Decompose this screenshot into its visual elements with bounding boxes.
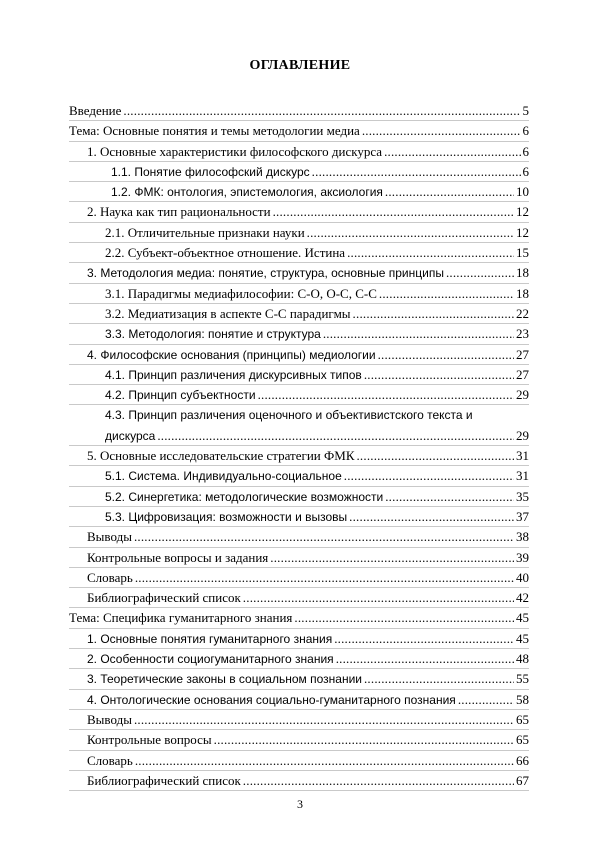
toc-entry-page: 45: [516, 610, 529, 626]
toc-dot-leader: [446, 263, 514, 283]
toc-entry-page: 42: [516, 590, 529, 606]
toc-entry[interactable]: [69, 649, 529, 669]
toc-entry-page: 35: [516, 488, 529, 504]
toc-entry-page: 65: [516, 732, 529, 748]
toc-entry-title: 2.2. Субъект-объектное отношение. Истина: [105, 245, 346, 261]
toc-entry[interactable]: [69, 385, 529, 405]
toc-entry-title: 2. Наука как тип рациональности: [87, 204, 271, 220]
toc-entry-page: 23: [516, 326, 529, 342]
toc-dot-leader: [385, 487, 514, 507]
toc-dot-leader: [258, 385, 514, 405]
toc-entry-page: 40: [516, 569, 529, 585]
toc-dot-leader: [307, 223, 514, 243]
toc-entry-page: 39: [516, 549, 529, 565]
toc-entry[interactable]: [69, 730, 529, 750]
toc-entry-page: 10: [516, 184, 529, 200]
toc-entry-title: 4.2. Принцип субъектности: [105, 388, 256, 403]
toc-dot-leader: [364, 669, 514, 689]
toc-entry[interactable]: [69, 202, 529, 222]
toc-entry[interactable]: [69, 263, 529, 283]
toc-dot-leader: [334, 629, 514, 649]
toc-entry-page: 55: [516, 671, 529, 687]
toc-entry-title: 5. Основные исследовательские стратегии ФМК: [87, 448, 355, 464]
toc-entry-title: Библиографический список: [87, 772, 241, 788]
toc-entry[interactable]: [69, 690, 529, 710]
toc-entry[interactable]: [69, 751, 529, 771]
toc-entry-page: 37: [516, 508, 529, 524]
toc-entry[interactable]: [69, 487, 529, 507]
toc-entry-title: Выводы: [87, 711, 132, 727]
toc-dot-leader: [378, 345, 514, 365]
toc-entry-title: 5.2. Синергетика: методологические возможности: [105, 489, 384, 504]
toc-entry-page: 29: [516, 427, 529, 443]
toc-entry[interactable]: [69, 304, 529, 324]
toc-dot-leader: [134, 527, 514, 547]
toc-entry-title: 5.3. Цифровизация: возможности и вызовы: [105, 509, 348, 524]
toc-entry[interactable]: [69, 426, 529, 446]
toc-entry[interactable]: [69, 771, 529, 791]
toc-dot-leader: [270, 548, 514, 568]
toc-entry-title: 2.1. Отличительные признаки науки: [105, 224, 305, 240]
toc-entry-title: 5.1. Система. Индивидуально-социальное: [105, 469, 342, 484]
toc-dot-leader: [323, 324, 514, 344]
toc-dot-leader: [379, 284, 514, 304]
toc-entry[interactable]: [69, 405, 529, 425]
toc-dot-leader: [384, 142, 520, 162]
toc-dot-leader: [123, 101, 520, 121]
toc-entry[interactable]: [69, 345, 529, 365]
toc-dot-leader: [157, 426, 514, 446]
toc-entry[interactable]: [69, 446, 529, 466]
toc-entry[interactable]: [69, 710, 529, 730]
toc-entry[interactable]: [69, 121, 529, 141]
toc-entry-title: 3.1. Парадигмы медиафилософии: С-О, О-С, С-С: [105, 285, 377, 301]
toc-entry-title: Введение: [69, 103, 122, 118]
toc-entry[interactable]: [69, 548, 529, 568]
toc-entry-title: 3. Методология медиа: понятие, структура, основные принципы: [87, 266, 444, 281]
toc-dot-leader: [356, 446, 514, 466]
toc-entry-page: 29: [516, 387, 529, 403]
toc-entry-page: 31: [516, 468, 529, 484]
toc-dot-leader: [362, 121, 521, 141]
toc-entry-page: 6: [522, 143, 529, 159]
toc-entry-title: 4. Онтологические основания социально-гуманитарного познания: [87, 692, 456, 707]
toc-entry-page: 31: [516, 448, 529, 464]
toc-entry[interactable]: [69, 568, 529, 588]
toc-entry-page: 67: [516, 772, 529, 788]
toc-entry-title: 4. Философские основания (принципы) медиологии: [87, 347, 376, 362]
toc-dot-leader: [134, 710, 514, 730]
toc-entry-page: 12: [516, 224, 529, 240]
table-of-contents: [69, 101, 529, 791]
toc-entry-page: 22: [516, 305, 529, 321]
toc-entry-title: Библиографический список: [87, 590, 241, 606]
toc-entry-title: Тема: Основные понятия и темы методологии медиа: [69, 123, 360, 139]
toc-entry[interactable]: [69, 284, 529, 304]
toc-entry[interactable]: [69, 365, 529, 385]
toc-entry[interactable]: [69, 142, 529, 162]
toc-entry-page: 18: [516, 265, 529, 281]
toc-entry-page: 45: [516, 630, 529, 646]
toc-dot-leader: [344, 466, 514, 486]
toc-dot-leader: [214, 730, 514, 750]
toc-dot-leader: [385, 182, 514, 202]
toc-entry-title: 1.1. Понятие философский дискурс: [111, 164, 310, 179]
toc-dot-leader: [273, 202, 514, 222]
toc-entry-title: Словарь: [87, 569, 133, 585]
toc-entry[interactable]: [69, 507, 529, 527]
toc-dot-leader: [353, 304, 514, 324]
toc-entry-title: 3.2. Медиатизация в аспекте С-С парадигмы: [105, 305, 351, 321]
toc-entry[interactable]: [69, 466, 529, 486]
toc-entry-title: Тема: Специфика гуманитарного знания: [69, 610, 293, 626]
toc-entry[interactable]: [69, 162, 529, 182]
toc-entry[interactable]: [69, 588, 529, 608]
toc-entry-title: дискурса: [105, 428, 156, 443]
toc-entry[interactable]: [69, 101, 529, 121]
toc-entry-title: 1. Основные характеристики философского дискурса: [87, 143, 383, 159]
toc-entry[interactable]: [69, 243, 529, 263]
toc-dot-leader: [349, 507, 514, 527]
toc-entry-page: 66: [516, 752, 529, 768]
toc-dot-leader: [135, 751, 514, 771]
toc-dot-leader: [312, 162, 521, 182]
toc-entry-title: 4.1. Принцип различения дискурсивных типов: [105, 367, 362, 382]
toc-entry[interactable]: [69, 527, 529, 547]
toc-dot-leader: [364, 365, 514, 385]
toc-entry-title: 4.3. Принцип различения оценочного и объективистского текста и: [105, 408, 473, 423]
toc-entry-title: Контрольные вопросы: [87, 732, 212, 748]
toc-entry-page: 6: [522, 123, 529, 139]
toc-entry-page: 38: [516, 529, 529, 545]
toc-entry-title: 3.3. Методология: понятие и структура: [105, 327, 321, 342]
toc-entry-page: 27: [516, 366, 529, 382]
toc-entry-title: 1. Основные понятия гуманитарного знания: [87, 631, 333, 646]
toc-entry[interactable]: [69, 669, 529, 689]
toc-entry-page: 12: [516, 204, 529, 220]
toc-entry-title: 2. Особенности социогуманитарного знания: [87, 652, 334, 667]
toc-entry-title: Выводы: [87, 529, 132, 545]
toc-entry[interactable]: [69, 182, 529, 202]
toc-entry[interactable]: [69, 629, 529, 649]
toc-dot-leader: [336, 649, 514, 669]
toc-entry[interactable]: [69, 608, 529, 628]
toc-entry-page: 58: [516, 691, 529, 707]
page-number: 3: [297, 797, 303, 811]
toc-dot-leader: [294, 608, 514, 628]
toc-entry-page: 6: [522, 163, 529, 179]
toc-dot-leader: [243, 771, 514, 791]
toc-entry-title: 1.2. ФМК: онтология, эпистемология, аксиология: [111, 185, 383, 200]
toc-entry-page: 48: [516, 651, 529, 667]
toc-entry-title: Контрольные вопросы и задания: [87, 549, 269, 565]
toc-entry[interactable]: [69, 223, 529, 243]
toc-entry-page: 65: [516, 711, 529, 727]
toc-entry-page: 5: [522, 103, 529, 118]
toc-dot-leader: [458, 690, 514, 710]
toc-entry-title: Словарь: [87, 752, 133, 768]
toc-entry-page: 27: [516, 346, 529, 362]
toc-entry[interactable]: [69, 324, 529, 344]
toc-dot-leader: [347, 243, 514, 263]
toc-entry-title: 3. Теоретические законы в социальном познании: [87, 672, 362, 687]
toc-entry-page: 15: [516, 245, 529, 261]
page-title: ОГЛАВЛЕНИЕ: [249, 58, 351, 73]
toc-entry-page: 18: [516, 285, 529, 301]
toc-dot-leader: [243, 588, 514, 608]
toc-dot-leader: [135, 568, 514, 588]
